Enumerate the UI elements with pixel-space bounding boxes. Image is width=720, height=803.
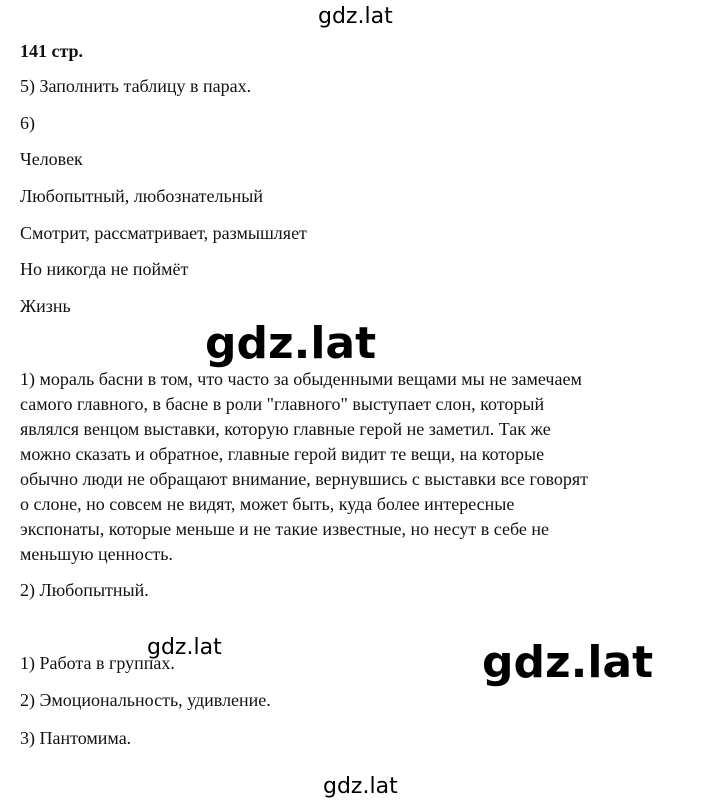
- cinquain-line-4: Но никогда не поймёт: [20, 259, 189, 279]
- answer-2-line: 2) Любопытный.: [20, 580, 149, 600]
- cinquain-line-5: Жизнь: [20, 296, 71, 316]
- paragraph-line: меньшую ценность.: [20, 544, 173, 564]
- cinquain-line-1: Человек: [20, 149, 83, 169]
- paragraph-line: 1) мораль басни в том, что часто за обыденными вещами мы не замечаем: [20, 369, 582, 389]
- paragraph-line: можно сказать и обратное, главные герой видит те вещи, на которые: [20, 444, 545, 464]
- paragraph-line: экспонаты, которые меньше и не такие известные, но несут в себе не: [20, 519, 550, 539]
- cinquain-line-3: Смотрит, рассматривает, размышляет: [20, 223, 307, 243]
- watermark-top: gdz.lat: [318, 4, 393, 29]
- watermark-bottom: gdz.lat: [323, 774, 398, 799]
- task-5-line: 5) Заполнить таблицу в парах.: [20, 76, 252, 96]
- task-line-1: 1) Работа в группах.: [20, 653, 175, 673]
- task-6-line: 6): [20, 113, 35, 133]
- watermark-mid-left: gdz.lat: [147, 635, 222, 660]
- cinquain-line-2: Любопытный, любознательный: [20, 186, 264, 206]
- paragraph-line: о слоне, но совсем не видят, может быть, куда более интересные: [20, 494, 515, 514]
- watermark-right: gdz.lat: [482, 637, 654, 688]
- paragraph-line: самого главного, в басне в роли "главного" выступает слон, который: [20, 394, 545, 414]
- moral-paragraph: [20, 367, 660, 567]
- page-heading: 141 стр.: [20, 41, 84, 61]
- watermark-center: gdz.lat: [205, 318, 377, 369]
- task-line-2: 2) Эмоциональность, удивление.: [20, 690, 271, 710]
- paragraph-line: обычно люди не обращают внимание, вернувшись с выставки все говорят: [20, 469, 588, 489]
- paragraph-line: являлся венцом выставки, которую главные герой не заметил. Так же: [20, 419, 551, 439]
- task-line-3: 3) Пантомима.: [20, 728, 132, 748]
